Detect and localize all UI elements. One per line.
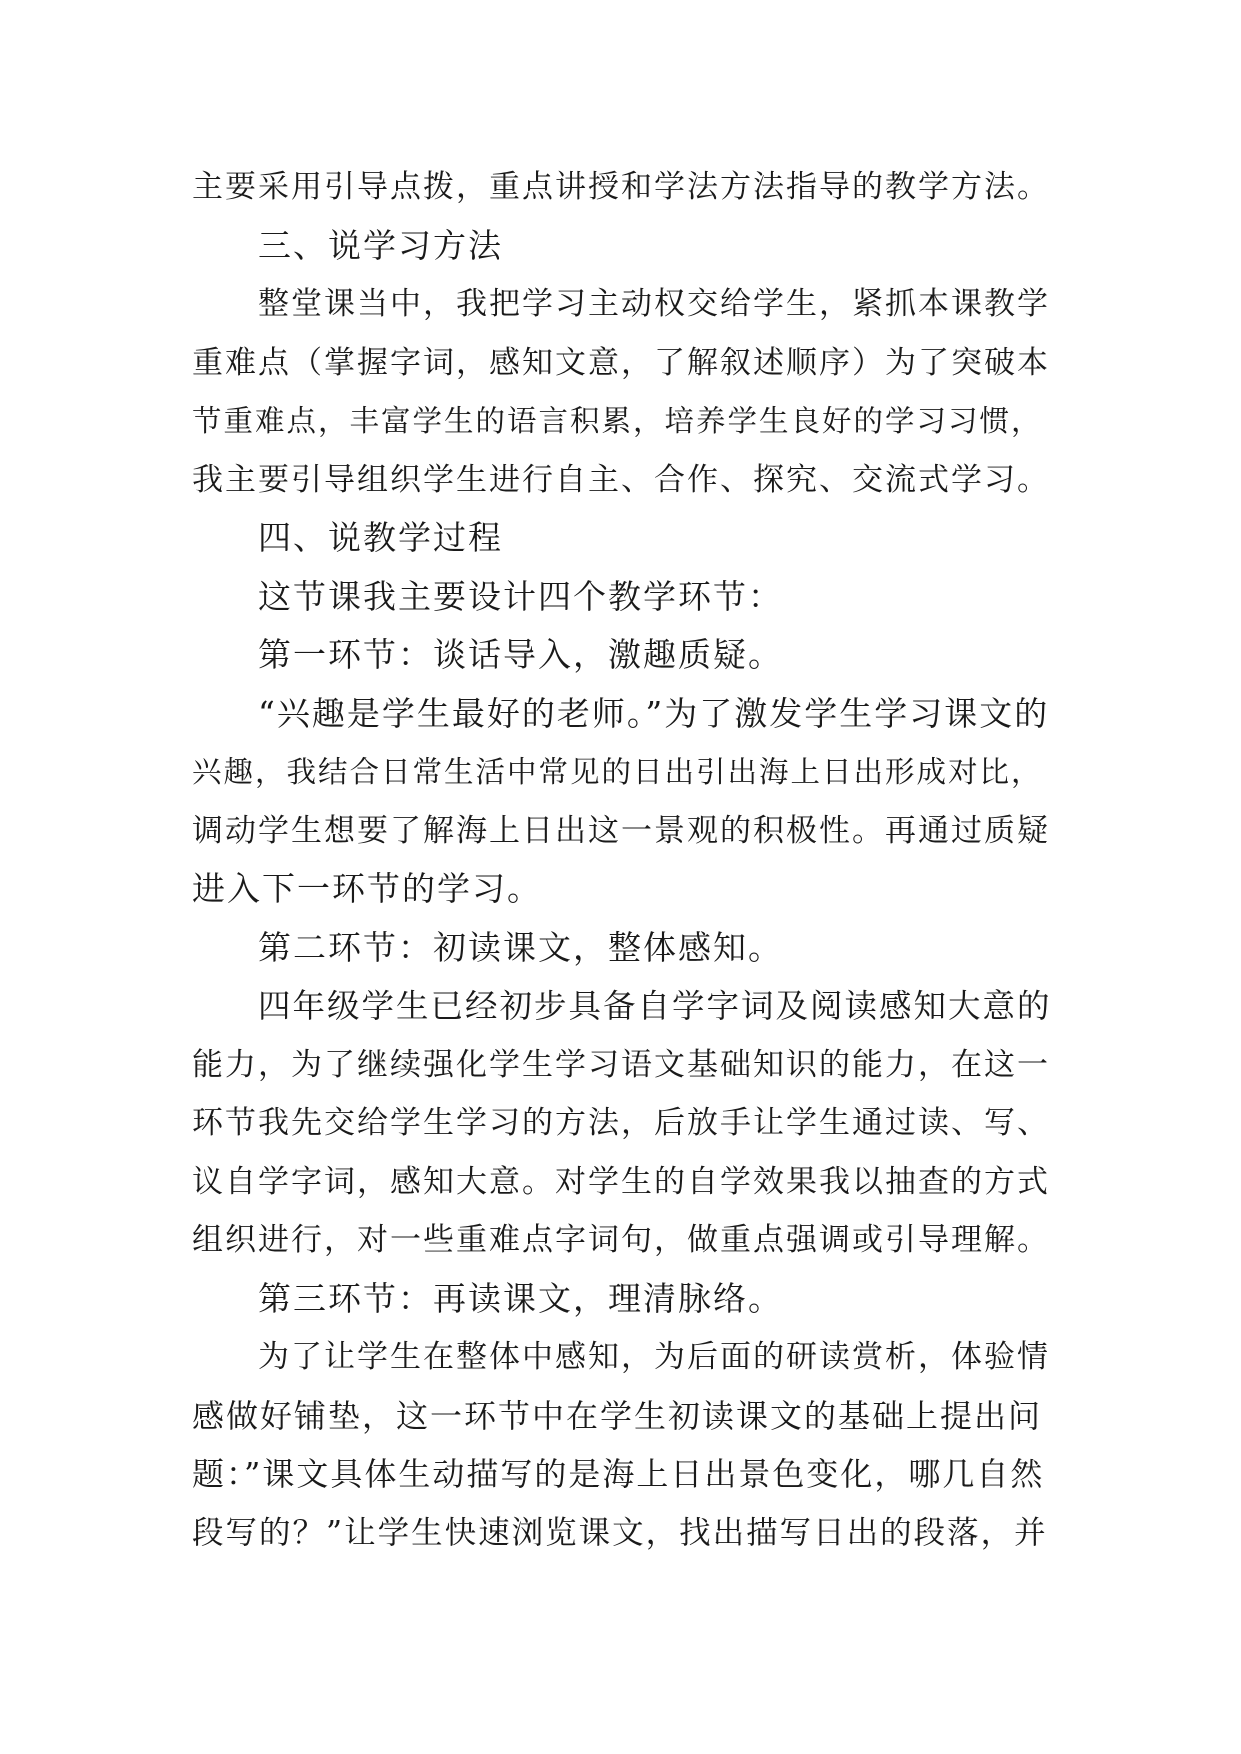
text-line: 四年级学生已经初步具备自学字词及阅读感知大意的 [258,987,1052,1025]
text-line: 节重难点，丰富学生的语言积累，培养学生良好的学习习惯， [192,404,1043,438]
text-line: 整堂课当中，我把学习主动权交给学生，紧抓本课教学 [258,286,1050,322]
text-line: 进入下一环节的学习。 [192,869,542,908]
text-line: 第一环节：谈话导入，激趣质疑。 [258,635,783,674]
text-line: 组织进行，对一些重难点字词句，做重点强调或引导理解。 [192,1222,1050,1258]
text-line: 议自学字词，感知大意。对学生的自学效果我以抽查的方式 [192,1163,1050,1200]
text-line: 我主要引导组织学生进行自主、合作、探究、交流式学习。 [192,461,1050,498]
text-line: 题：”课文具体生动描写的是海上日出景色变化，哪几自然 [192,1455,1045,1493]
text-line: 主要采用引导点拨，重点讲授和学法方法指导的教学方法。 [192,169,1050,205]
text-line: 重难点（掌握字词，感知文意，了解叙述顺序）为了突破本 [192,344,1050,381]
text-line: 环节我先交给学生学习的方法，后放手让学生通过读、写、 [192,1105,1050,1141]
text-line: 能力，为了继续强化学生学习语文基础知识的能力，在这一 [192,1046,1050,1083]
text-line: 第三环节：再读课文，理清脉络。 [258,1278,783,1318]
text-line: 四、说教学过程 [258,518,503,557]
text-line: 调动学生想要了解海上日出这一景观的积极性。再通过质疑 [192,812,1050,849]
text-line: 感做好铺垫，这一环节中在学生初读课文的基础上提出问 [192,1396,1043,1435]
text-line: 为了让学生在整体中感知，为后面的研读赏析，体验情 [258,1339,1050,1375]
text-line: 兴趣，我结合日常生活中常见的日出引出海上日出形成对比， [192,755,1043,789]
text-line: 这节课我主要设计四个教学环节： [258,576,783,616]
text-line: 第二环节：初读课文，整体感知。 [258,927,783,967]
text-line: 三、说学习方法 [258,225,503,265]
text-line: “兴趣是学生最好的老师。”为了激发学生学习课文的 [258,693,1050,733]
document-body [192,158,1054,1562]
text-line: 段写的？”让学生快速浏览课文，找出描写日出的段落，并 [192,1514,1048,1551]
